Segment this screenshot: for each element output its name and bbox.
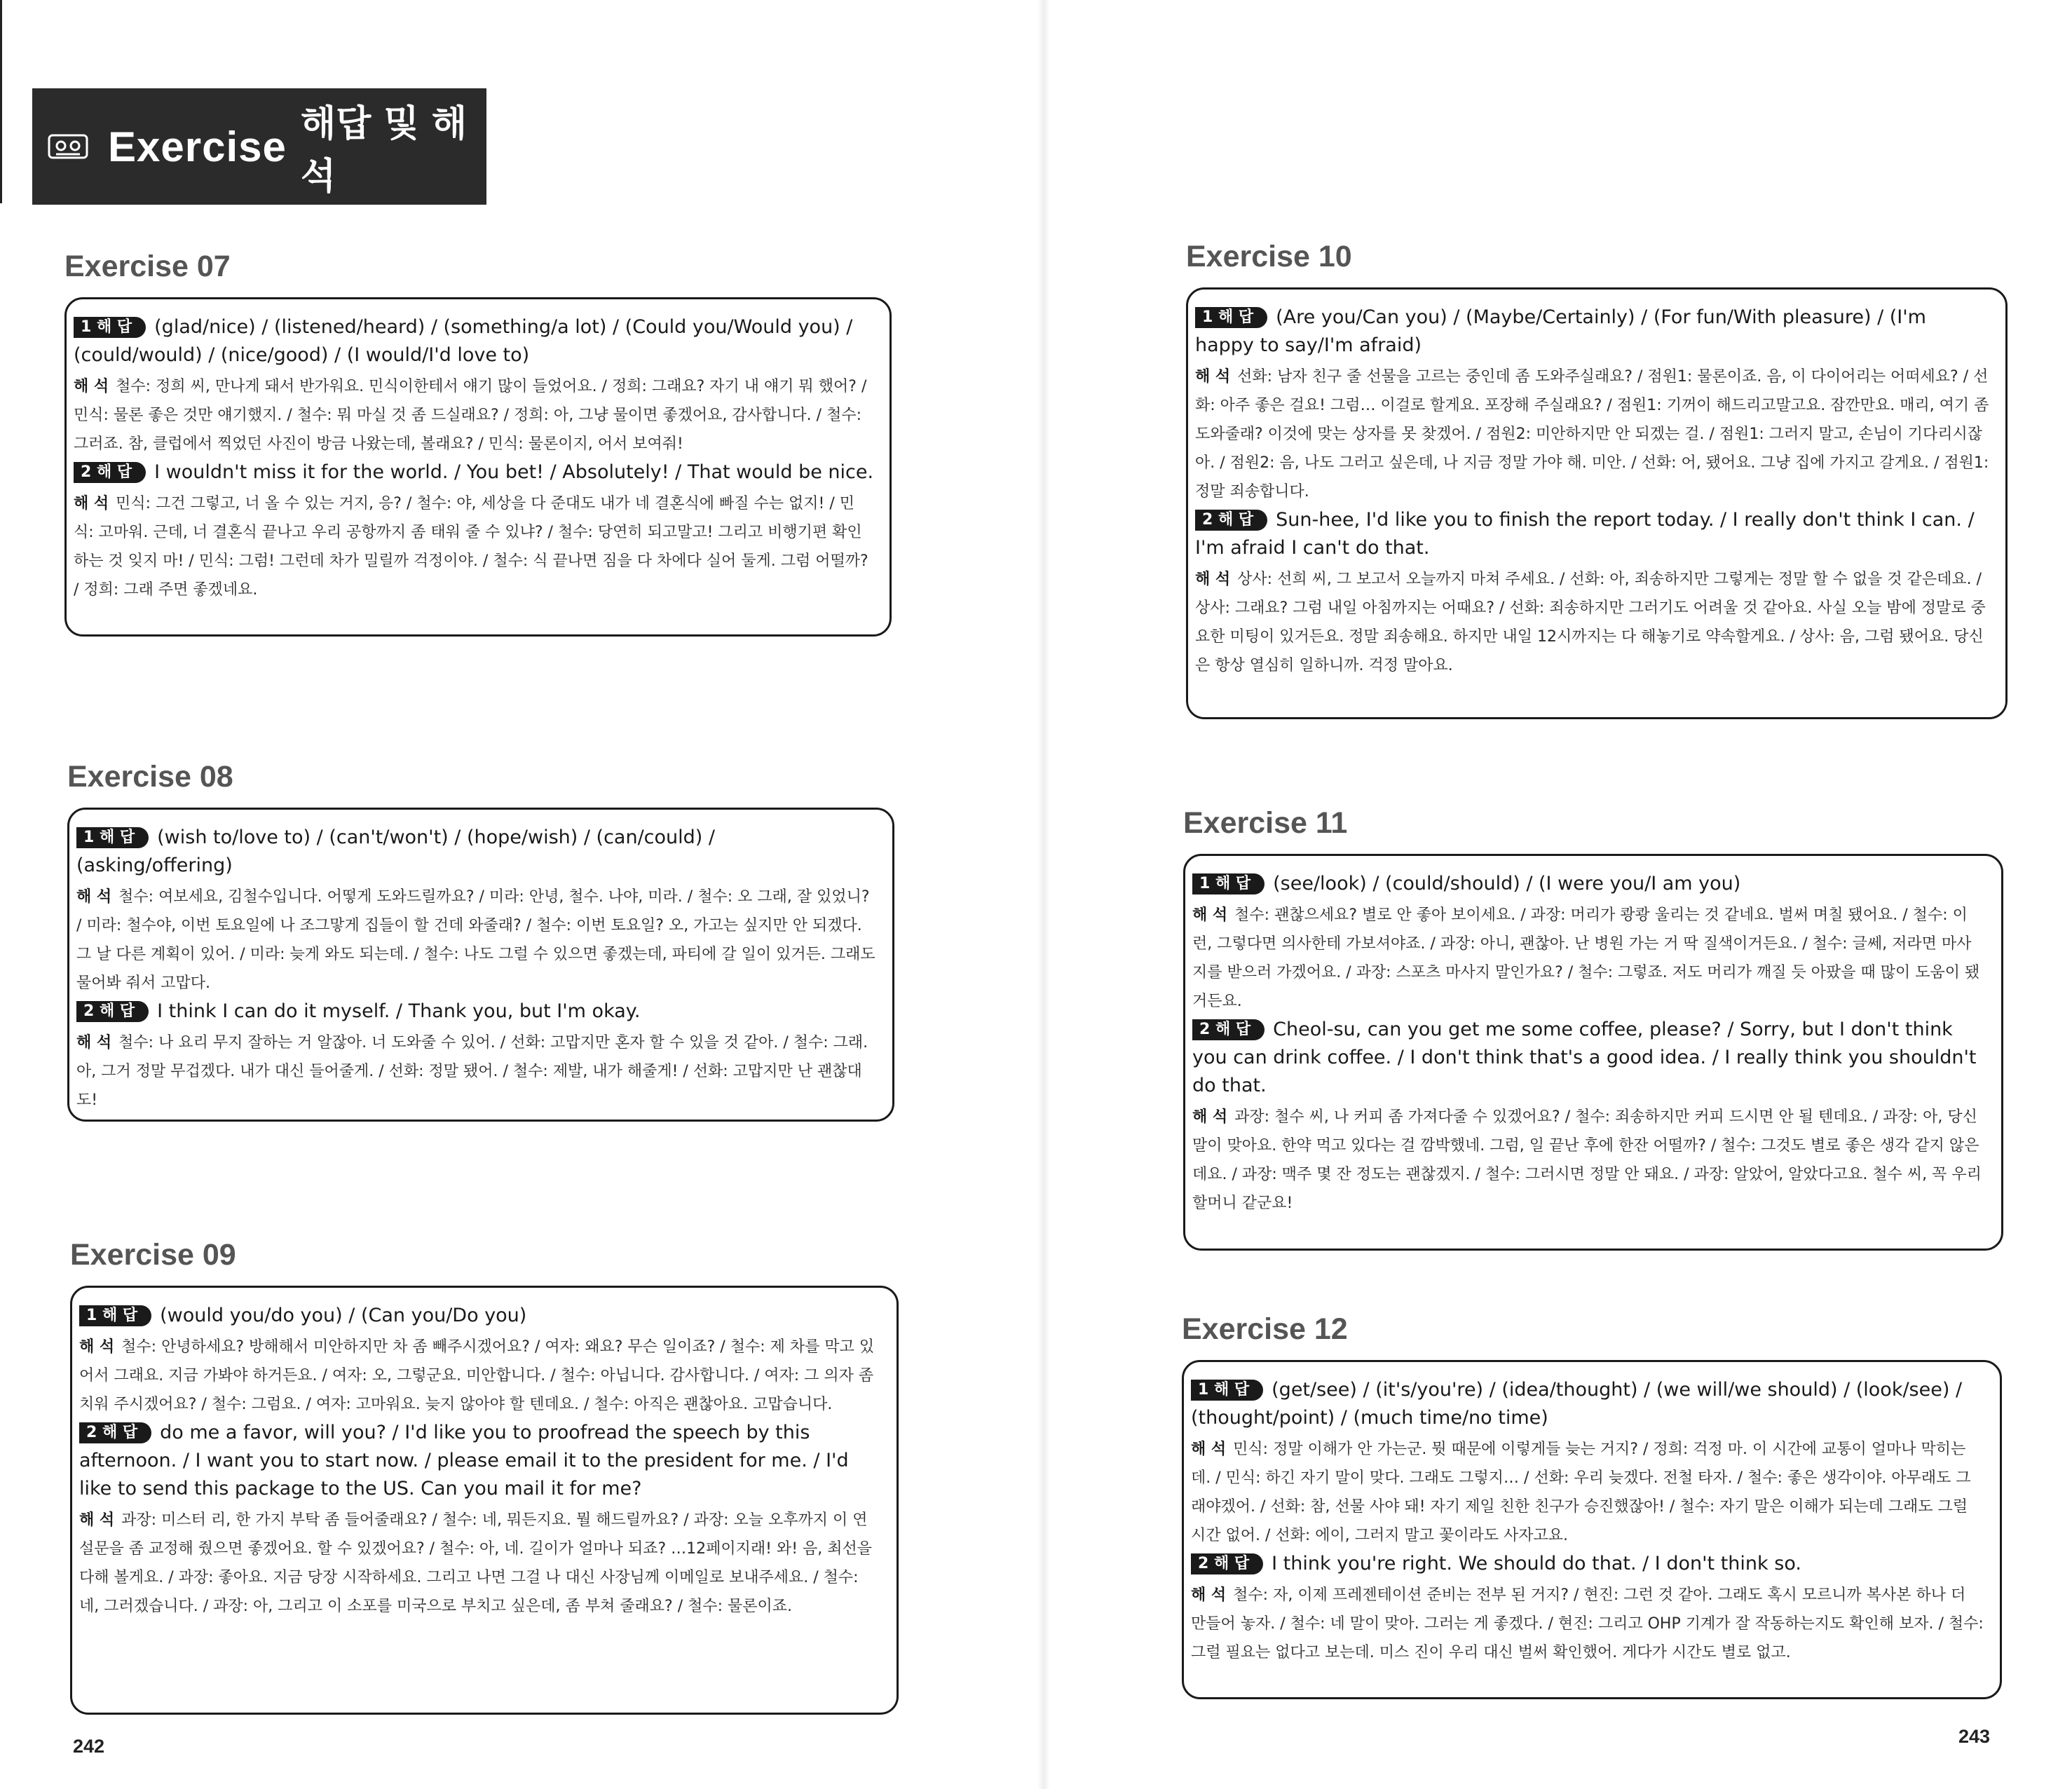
translation-2 <box>76 1028 877 1115</box>
exercise-title: Exercise 11 <box>1183 806 1348 840</box>
translation-2-text: 민식: 그건 그렇고, 너 올 수 있는 거지, 응? / 철수: 야, 세상을 다 준대도 내가 네 결혼식에 빠질 수는 없지! / 민식: 고마워. 근데, 너 결혼식 끝나고 우리 공항까지 좀 태워 줄 수 있냐? / 철수: 당연히 되고말고! 그리고 비행기편 확인하는 것 잊지 마! / 민식: 그럼! 그런데 차가 밀릴까 걱정이야. / 철수: 식 끝나면 짐을 다 차에다 실어 둘게. 그럼 어떨까? / 정희: 그래 주면 좋겠네요. <box>74 495 868 599</box>
answer-2-text: I wouldn't miss it for the world. / You bet! / Absolutely! / That would be nice. <box>154 461 874 483</box>
answer-1-text: (glad/nice) / (listened/heard) / (something/a lot) / (Could you/Would you) / (could/would) / (nice/good) / (I would/I'd love to) <box>74 316 853 366</box>
answer-1-text: (get/see) / (it's/you're) / (idea/thought) / (we will/we should) / (look/see) / (thought/point) / (much time/no time) <box>1191 1379 1963 1429</box>
answer-2 <box>74 458 874 487</box>
exercise-09 <box>70 1235 899 1715</box>
answer-1-text: (see/look) / (could/should) / (I were you/I am you) <box>1273 873 1741 894</box>
page-number-left: 242 <box>73 1736 105 1757</box>
exercise-box <box>64 297 892 637</box>
exercise-box <box>67 808 894 1122</box>
translation-1 <box>1195 362 1990 506</box>
translation-1-text: 철수: 괜찮으세요? 별로 안 좋아 보이세요. / 과장: 머리가 쾅쾅 울리는 것 같네요. 벌써 며칠 됐어요. / 철수: 이런, 그렇다면 의사한테 가보셔야죠. / 과장: 아니, 괜찮아. 난 병원 가는 거 딱 질색이거든요. / 철수: 글쎄, 저라면 마사지를 받으러 가겠어요. / 과장: 스포츠 마사지 말인가요? / 철수: 그렇죠. 저도 머리가 깨질 듯 아팠을 때 많이 도움이 됐거든요. <box>1192 906 1980 1010</box>
translation-1-text: 선화: 남자 친구 줄 선물을 고르는 중인데 좀 도와주실래요? / 점원1: 물론이죠. 음, 이 다이어리는 어떠세요? / 선화: 아주 좋은 걸요! 그럼… 이걸로 할게요. 포장해 주실래요? / 점원1: 기꺼이 해드리고말고요. 잠깐만요. 매리, 여기 좀 도와줄래? 이것에 맞는 상자를 못 찾겠어. / 점원2: 미안하지만 안 되겠는 걸. / 점원1: 그러지 말고, 손님이 기다리시잖아. / 점원2: 음, 나도 그러고 싶은데, 나 지금 정말 가야 해. 미안. / 선화: 어, 됐어요. 그냥 집에 가지고 갈게요. / 점원1: 정말 죄송합니다. <box>1195 368 1989 501</box>
exercise-box <box>1186 287 2008 719</box>
exercise-title: Exercise 08 <box>67 760 233 794</box>
answer-2-text: I think I can do it myself. / Thank you, but I'm okay. <box>157 1000 641 1022</box>
answer-2 <box>76 998 877 1026</box>
answer-1 <box>76 824 877 880</box>
answer-2-text: I think you're right. We should do that. / I don't think so. <box>1272 1553 1801 1574</box>
answer-1 <box>1195 304 1990 360</box>
translation-1-text: 철수: 정희 씨, 만나게 돼서 반가워요. 민식이한테서 얘기 많이 들었어요. / 정희: 그래요? 자기 내 얘기 뭐 했어? / 민식: 물론 좋은 것만 얘기했지. / 철수: 뭐 마실 것 좀 드실래요? / 정희: 아, 그냥 물이면 좋겠어요, 감사합니다. / 철수: 그러죠. 참, 클럽에서 찍었던 사진이 방금 나왔는데, 볼래요? / 민식: 물론이지, 어서 보여줘! <box>74 378 867 453</box>
translation-2 <box>1195 565 1990 680</box>
answer-2-badge: 2 해 답 <box>1191 1553 1263 1574</box>
translation-label: 해 석 <box>1191 1586 1227 1604</box>
exercise-11 <box>1183 803 2003 1251</box>
answer-1-text: (Are you/Can you) / (Maybe/Certainly) / (For fun/With pleasure) / (I'm happy to say/I'm afraid) <box>1195 306 1926 356</box>
translation-1-text: 민식: 정말 이해가 안 가는군. 뭣 때문에 이렇게들 늦는 거지? / 정희: 걱정 마. 이 시간에 교통이 얼마나 막히는데. / 민식: 하긴 자기 말이 맞다. 그래도 그렇지… / 선화: 우리 늦겠다. 전철 타자. / 철수: 좋은 생각이야. 아무래도 그래야겠어. / 선화: 참, 선물 사야 돼! 자기 제일 친한 친구가 승진했잖아! / 철수: 자기 말은 이해가 되는데 그래도 그럴 시간 없어. / 선화: 에이, 그러지 말고 꽃이라도 사자고요. <box>1191 1441 1971 1544</box>
translation-label: 해 석 <box>74 495 109 512</box>
translation-1 <box>1192 901 1986 1016</box>
translation-label: 해 석 <box>1192 906 1228 924</box>
answer-2-text: do me a favor, will you? / I'd like you to proofread the speech by this afternoon. / I want you to start now. / please email it to the president for me. / I'd like to send this package to the US. Can you mail it for me? <box>79 1422 849 1499</box>
translation-label: 해 석 <box>79 1338 115 1356</box>
answer-1 <box>74 313 874 369</box>
book-binding <box>1037 0 1050 1789</box>
translation-label: 해 석 <box>74 378 109 395</box>
exercise-title: Exercise 10 <box>1186 240 1352 273</box>
answer-2 <box>1195 506 1990 562</box>
translation-1-text: 철수: 여보세요, 김철수입니다. 어떻게 도와드릴까요? / 미라: 안녕, 철수. 나야, 미라. / 철수: 오 그래, 잘 있었니? / 미라: 철수야, 이번 토요일에 나 조그맣게 집들이 할 건데 와줄래? / 철수: 이번 토요일? 오, 가고는 싶지만 안 되겠다. 그 날 다른 계획이 있어. / 미라: 늦게 와도 되는데. / 철수: 나도 그럴 수 있으면 좋겠는데, 파티에 갈 일이 있거든. 그래도 물어봐 줘서 고맙다. <box>76 888 875 992</box>
exercise-07 <box>64 247 892 637</box>
answer-1-badge: 1 해 답 <box>1195 307 1267 328</box>
answer-2-badge: 2 해 답 <box>76 1001 149 1022</box>
answer-2-badge: 2 해 답 <box>1195 510 1267 531</box>
answer-2 <box>1191 1550 1984 1578</box>
section-banner <box>32 88 486 205</box>
exercise-box <box>1182 1360 2002 1699</box>
answer-1-badge: 1 해 답 <box>1192 873 1265 894</box>
answer-1 <box>1191 1376 1984 1432</box>
answer-1-text: (wish to/love to) / (can't/won't) / (hope/wish) / (can/could) / (asking/offering) <box>76 827 716 876</box>
translation-2-text: 철수: 자, 이제 프레젠테이션 준비는 전부 된 거지? / 현진: 그런 것 같아. 그래도 혹시 모르니까 복사본 하나 더 만들어 놓자. / 철수: 네 말이 맞아. 그러는 게 좋겠다. / 현진: 그리고 OHP 기계가 잘 작동하는지도 확인해 보자. / 철수: 그럴 필요는 없다고 보는데. 미스 진이 우리 대신 벌써 확인했어. 게다가 시간도 별로 없고. <box>1191 1586 1984 1661</box>
translation-label: 해 석 <box>1191 1441 1227 1458</box>
answer-2-badge: 2 해 답 <box>74 462 146 483</box>
answer-1-text: (would you/do you) / (Can you/Do you) <box>160 1305 527 1326</box>
translation-1 <box>1191 1435 1984 1550</box>
exercise-box <box>70 1286 899 1715</box>
answer-1-badge: 1 해 답 <box>79 1305 151 1326</box>
answer-1-badge: 1 해 답 <box>1191 1380 1263 1401</box>
translation-1 <box>79 1333 881 1419</box>
translation-2-text: 과장: 철수 씨, 나 커피 좀 가져다줄 수 있겠어요? / 철수: 죄송하지만 커피 드시면 안 될 텐데요. / 과장: 아, 당신 말이 맞아요. 한약 먹고 있다는 걸 깜박했네. 그럼, 일 끝난 후에 한잔 어떨까? / 철수: 그것도 별로 좋은 생각 같지 않은데요. / 과장: 맥주 몇 잔 정도는 괜찮겠지. / 철수: 그러시면 정말 안 돼요. / 과장: 알았어, 알았다고요. 철수 씨, 꼭 우리 할머니 같군요! <box>1192 1108 1982 1212</box>
translation-label: 해 석 <box>1192 1108 1228 1126</box>
translation-label: 해 석 <box>76 1034 112 1052</box>
translation-2 <box>1192 1103 1986 1218</box>
answer-2 <box>79 1419 881 1503</box>
answer-2-text: Sun-hee, I'd like you to finish the report today. / I really don't think I can. / I'm afraid I can't do that. <box>1195 509 1975 559</box>
translation-1-text: 철수: 안녕하세요? 방해해서 미안하지만 차 좀 빼주시겠어요? / 여자: 왜요? 무슨 일이죠? / 철수: 제 차를 막고 있어서 그래요. 지금 가봐야 하거든요. / 여자: 오, 그렇군요. 미안합니다. / 철수: 아닙니다. 감사합니다. / 여자: 그 의자 좀 치워 주시겠어요? / 철수: 그럼요. / 여자: 고마워요. 늦지 않아야 할 텐데요. / 철수: 아직은 괜찮아요. 고맙습니다. <box>79 1338 875 1413</box>
exercise-title: Exercise 12 <box>1182 1312 1348 1346</box>
banner-subtitle: 해답 및 해석 <box>300 103 468 198</box>
cassette-tape-icon <box>48 132 88 161</box>
translation-2 <box>79 1506 881 1621</box>
translation-1 <box>74 372 874 458</box>
answer-2-badge: 2 해 답 <box>79 1422 151 1443</box>
answer-2-badge: 2 해 답 <box>1192 1019 1265 1040</box>
answer-1-badge: 1 해 답 <box>76 827 149 848</box>
answer-1 <box>1192 870 1986 898</box>
translation-2-text: 철수: 나 요리 무지 잘하는 거 알잖아. 너 도와줄 수 있어. / 선화: 고맙지만 혼자 할 수 있을 것 같아. / 철수: 그래. 아, 그거 정말 무겁겠다. 내가 대신 들어줄게. / 선화: 정말 됐어. / 철수: 제발, 내가 해줄게! / 선화: 고맙지만 난 괜찮대도! <box>76 1034 868 1109</box>
answer-2 <box>1192 1016 1986 1100</box>
translation-label: 해 석 <box>1195 571 1231 588</box>
translation-1 <box>76 883 877 998</box>
answer-1-badge: 1 해 답 <box>74 317 146 338</box>
banner-title: Exercise <box>108 123 287 170</box>
translation-label: 해 석 <box>1195 368 1231 386</box>
translation-label: 해 석 <box>79 1511 115 1529</box>
translation-2 <box>1191 1581 1984 1667</box>
answer-1 <box>79 1302 881 1330</box>
exercise-box <box>1183 854 2003 1251</box>
translation-label: 해 석 <box>76 888 112 906</box>
translation-2 <box>74 489 874 604</box>
exercise-10 <box>1186 237 2008 719</box>
exercise-title: Exercise 09 <box>70 1238 236 1272</box>
page-number-right: 243 <box>1958 1726 1991 1747</box>
translation-2-text: 과장: 미스터 리, 한 가지 부탁 좀 들어줄래요? / 철수: 네, 뭐든지요. 뭘 해드릴까요? / 과장: 오늘 오후까지 이 연설문을 좀 교정해 줬으면 좋겠어요. 할 수 있겠어요? / 철수: 아, 네. 길이가 얼마나 되죠? …12페이지래! 와! 음, 최선을 다해 볼게요. / 과장: 좋아요. 지금 당장 시작하세요. 그리고 나면 그걸 나 대신 사장님께 이메일로 보내주세요. / 철수: 네, 그러겠습니다. / 과장: 아, 그리고 이 소포를 미국으로 부치고 싶은데, 좀 부쳐 줄래요? / 철수: 물론이죠. <box>79 1511 872 1615</box>
exercise-title: Exercise 07 <box>64 250 231 283</box>
exercise-12 <box>1182 1310 2002 1699</box>
exercise-08 <box>67 757 894 1122</box>
answer-2-text: Cheol-su, can you get me some coffee, please? / Sorry, but I don't think you can drink coffee. / I don't think that's a good idea. / I really think you shouldn't do that. <box>1192 1019 1977 1096</box>
translation-2-text: 상사: 선희 씨, 그 보고서 오늘까지 마쳐 주세요. / 선화: 아, 죄송하지만 그렇게는 정말 할 수 없을 것 같은데요. / 상사: 그래요? 그럼 내일 아침까지는 어때요? / 선화: 죄송하지만 그러기도 어려울 것 같아요. 사실 오늘 밤에 정말로 중요한 미팅이 있거든요. 정말 죄송해요. 하지만 내일 12시까지는 다 해놓기로 약속할게요. / 상사: 음, 그럼 됐어요. 당신은 항상 열심히 일하니까. 걱정 말아요. <box>1195 571 1986 674</box>
page-edge-line <box>0 0 2 203</box>
